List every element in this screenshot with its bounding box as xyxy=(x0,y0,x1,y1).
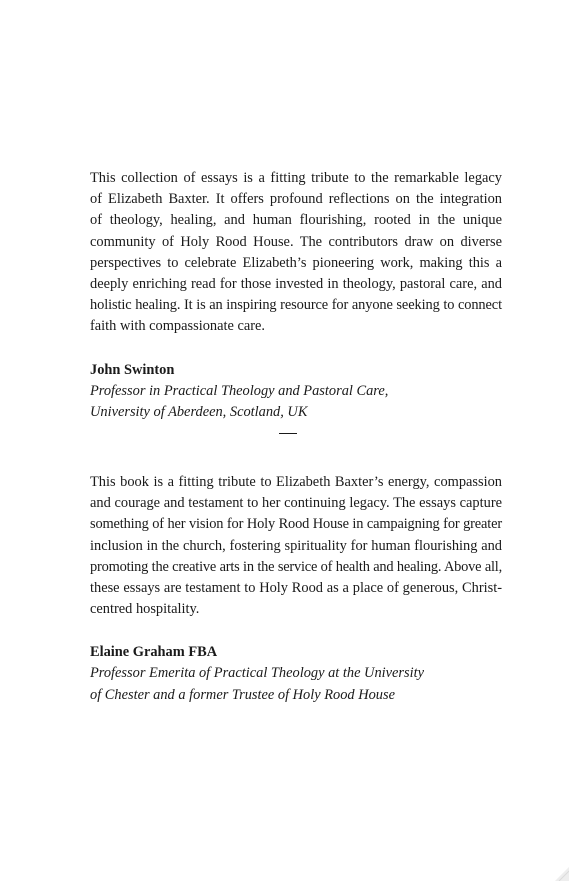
quote-line: promoting the creative arts in the service of health and healing. Above all, xyxy=(90,558,502,575)
endorsement-quote xyxy=(90,168,502,338)
quote-line: This book is a fitting tribute to Elizabeth Baxter’s energy, compassion xyxy=(90,474,502,490)
endorsement-affiliation xyxy=(90,663,502,706)
quote-line: faith with compassionate care. xyxy=(90,318,266,335)
quote-line: of Elizabeth Baxter. It offers profound reflections on the integration xyxy=(90,191,502,208)
quote-line: perspectives to celebrate Elizabeth’s pioneering work, making this a xyxy=(90,254,502,271)
endorsement-john-swinton xyxy=(90,168,502,424)
quote-line: and courage and testament to her continuing legacy. The essays capture xyxy=(90,495,502,512)
quote-line: holistic healing. It is an inspiring resource for anyone seeking to connect xyxy=(90,297,502,314)
affiliation-line: of Chester and a former Trustee of Holy Rood House xyxy=(90,686,395,703)
endorsement-quote xyxy=(90,472,502,620)
endorsement-affiliation xyxy=(90,381,502,424)
quote-line: deeply enriching read for those invested in theology, pastoral care, and xyxy=(90,276,502,293)
quote-line: something of her vision for Holy Rood House in campaigning for greater xyxy=(90,516,502,533)
endorsement-elaine-graham xyxy=(90,472,502,706)
endorsement-author: John Swinton xyxy=(90,361,175,378)
quote-line: of theology, healing, and human flourishing, rooted in the unique xyxy=(90,212,502,229)
page-curl-icon xyxy=(555,867,569,881)
affiliation-line: Professor Emerita of Practical Theology at the University xyxy=(90,665,424,682)
endorsement-author: Elaine Graham FBA xyxy=(90,644,218,661)
quote-line: these essays are testament to Holy Rood as a place of generous, Christ- xyxy=(90,580,502,597)
quote-line: centred hospitality. xyxy=(90,601,200,618)
quote-line: inclusion in the church, fostering spirituality for human flourishing and xyxy=(90,537,502,554)
quote-line: community of Holy Rood House. The contributors draw on diverse xyxy=(90,233,502,250)
section-separator xyxy=(279,433,297,434)
affiliation-line: University of Aberdeen, Scotland, UK xyxy=(90,404,308,421)
quote-line: This collection of essays is a fitting tribute to the remarkable legacy xyxy=(90,170,502,186)
affiliation-line: Professor in Practical Theology and Pastoral Care, xyxy=(90,382,389,399)
